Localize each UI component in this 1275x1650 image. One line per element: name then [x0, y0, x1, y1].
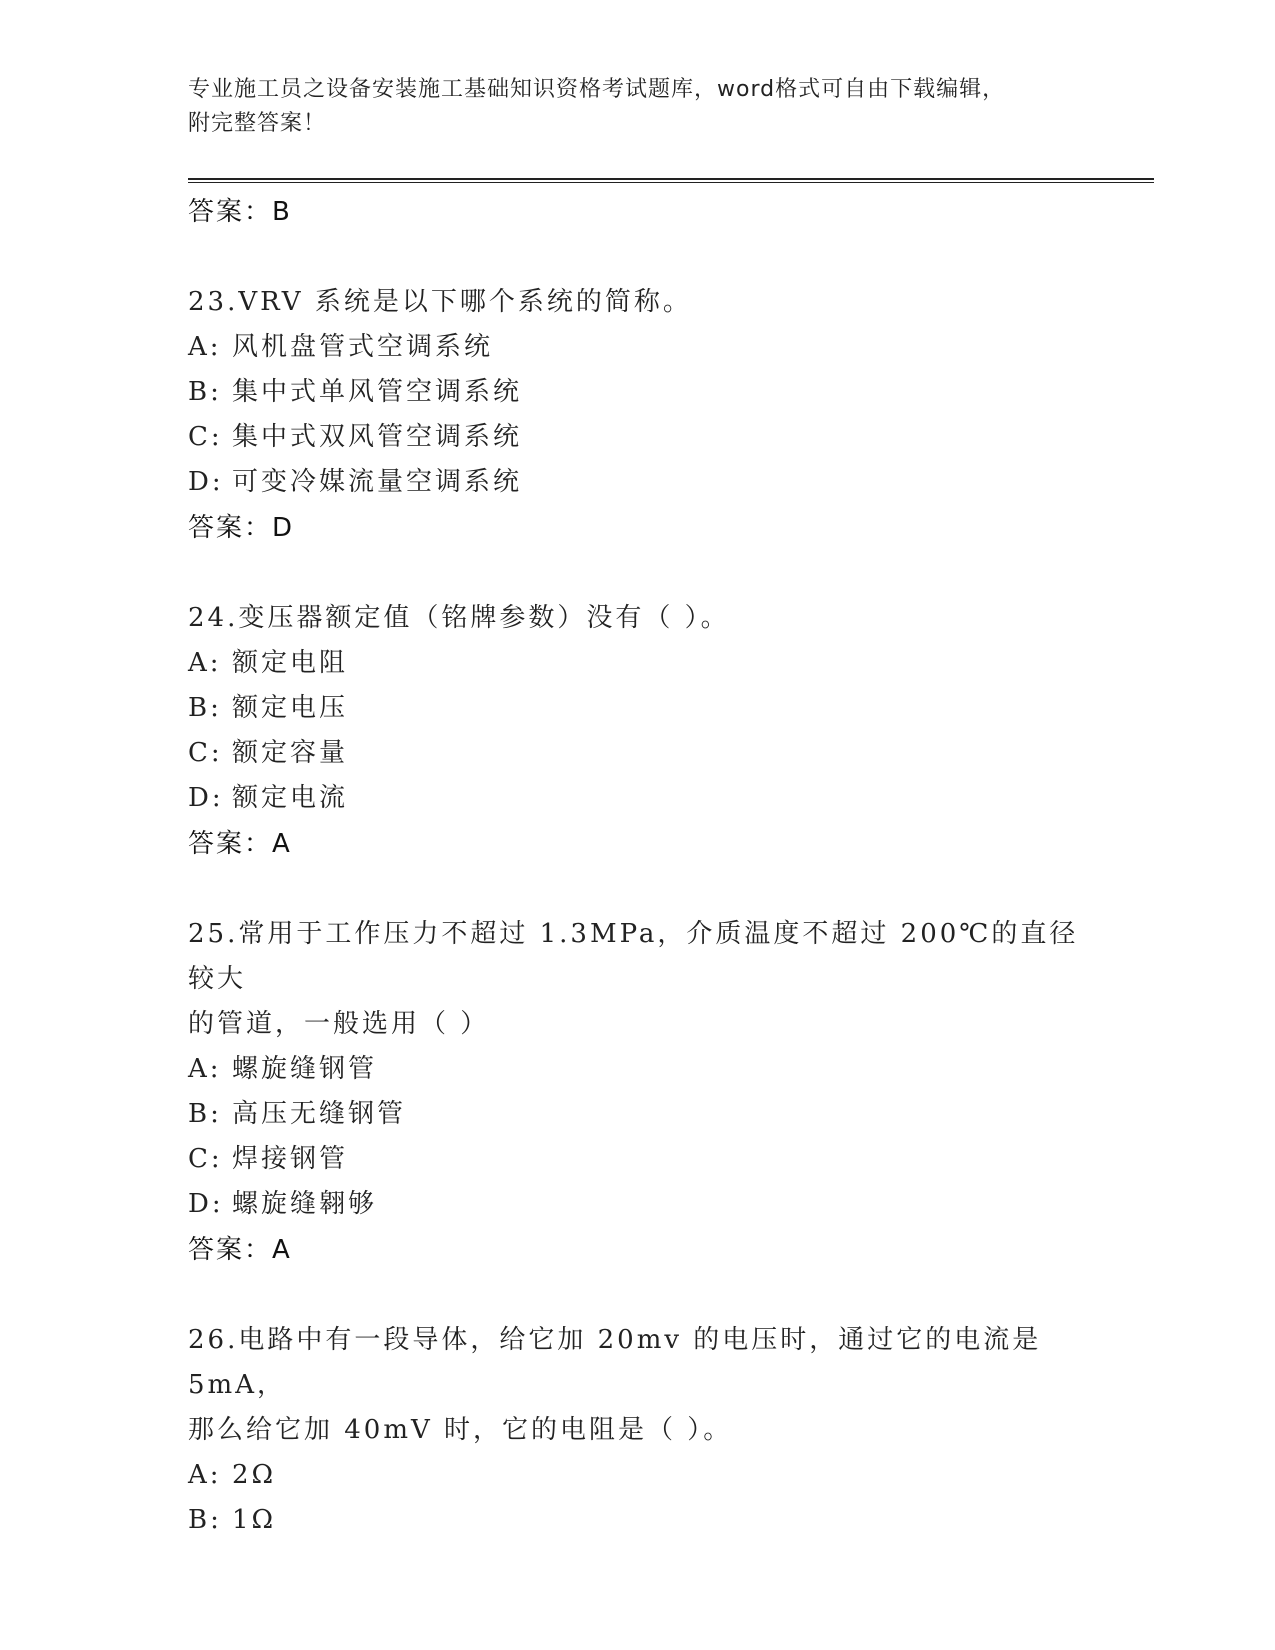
option-text: 额定电阻	[232, 648, 349, 678]
spacer	[188, 1273, 1088, 1318]
question-stem-line-1: 26.电路中有一段导体，给它加 20mv 的电压时，通过它的电流是 5mA，	[188, 1325, 1042, 1400]
option-letter: A:	[188, 1460, 222, 1490]
option-letter: B:	[188, 377, 222, 407]
option-b	[188, 1092, 1088, 1137]
header-divider-thick	[188, 178, 1154, 180]
option-a	[188, 1047, 1088, 1092]
option-letter: C:	[188, 422, 223, 452]
option-text: 可变冷媒流量空调系统	[232, 467, 523, 497]
option-letter: B:	[188, 1099, 222, 1129]
option-d	[188, 1182, 1088, 1227]
header-divider-thin	[188, 182, 1154, 183]
option-text: 额定电流	[232, 783, 349, 813]
option-b	[188, 686, 1088, 731]
question-list	[188, 189, 1088, 1543]
answer-line: 答案：A	[188, 1235, 292, 1265]
option-letter: D:	[188, 783, 224, 813]
question-stem: 24.变压器额定值（铭牌参数）没有（ ）。	[188, 603, 730, 633]
option-text: 集中式双风管空调系统	[232, 422, 523, 452]
question-stem-line-2: 那么给它加 40mV 时，它的电阻是（ ）。	[188, 1415, 733, 1445]
question-stem: 23.VRV 系统是以下哪个系统的简称。	[188, 287, 692, 317]
option-text: 1Ω	[232, 1505, 277, 1535]
option-letter: B:	[188, 1505, 222, 1535]
option-a	[188, 325, 1088, 370]
question-25	[188, 912, 1088, 1273]
option-a	[188, 1453, 1088, 1498]
answer-line: 答案：A	[188, 829, 292, 859]
option-letter: A:	[188, 1054, 222, 1084]
previous-answer: 答案：B	[188, 197, 292, 227]
document-header	[188, 73, 1068, 141]
question-26	[188, 1318, 1088, 1543]
option-letter: B:	[188, 693, 222, 723]
option-text: 风机盘管式空调系统	[232, 332, 494, 362]
option-c	[188, 415, 1088, 460]
spacer	[188, 235, 1088, 280]
option-b	[188, 370, 1088, 415]
option-text: 额定容量	[232, 738, 349, 768]
option-letter: D:	[188, 467, 224, 497]
option-d	[188, 460, 1088, 505]
option-text: 额定电压	[232, 693, 349, 723]
option-text: 2Ω	[232, 1460, 277, 1490]
option-text: 高压无缝钢管	[232, 1099, 407, 1129]
spacer	[188, 551, 1088, 596]
option-text: 螺旋缝钢管	[232, 1054, 378, 1084]
option-d	[188, 776, 1088, 821]
option-text: 螺旋缝翱够	[232, 1189, 378, 1219]
answer-line: 答案：D	[188, 513, 295, 543]
option-text: 集中式单风管空调系统	[232, 377, 523, 407]
header-line-1: 专业施工员之设备安装施工基础知识资格考试题库，word格式可自由下载编辑，	[188, 77, 1006, 102]
option-letter: A:	[188, 332, 222, 362]
spacer	[188, 867, 1088, 912]
header-line-2: 附完整答案！	[188, 111, 327, 136]
option-letter: D:	[188, 1189, 224, 1219]
question-stem-line-2: 的管道，一般选用（ ）	[188, 1009, 490, 1039]
option-letter: A:	[188, 648, 222, 678]
question-24	[188, 596, 1088, 867]
option-letter: C:	[188, 1144, 223, 1174]
option-a	[188, 641, 1088, 686]
option-letter: C:	[188, 738, 223, 768]
option-b	[188, 1498, 1088, 1543]
question-23	[188, 280, 1088, 551]
option-text: 焊接钢管	[232, 1144, 349, 1174]
option-c	[188, 731, 1088, 776]
option-c	[188, 1137, 1088, 1182]
question-stem-line-1: 25.常用于工作压力不超过 1.3MPa，介质温度不超过 200℃的直径较大	[188, 919, 1079, 994]
